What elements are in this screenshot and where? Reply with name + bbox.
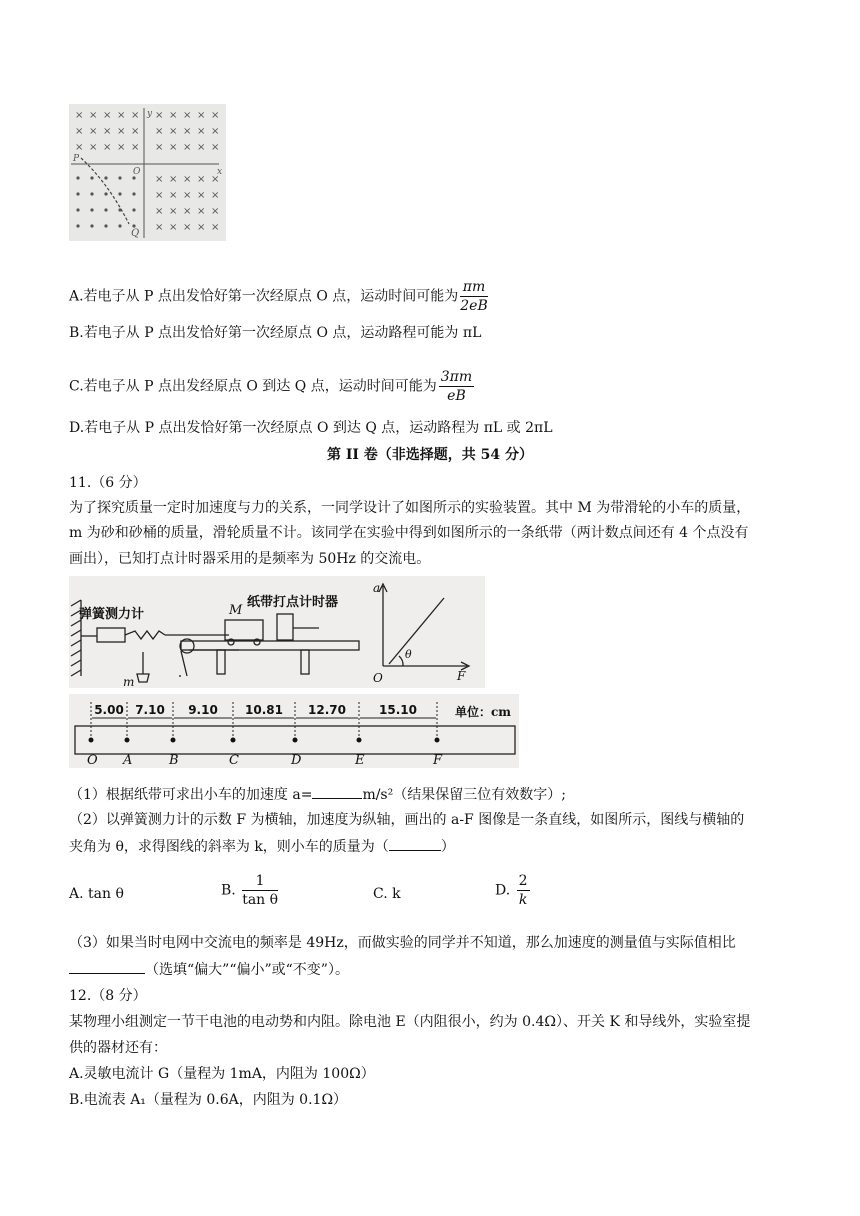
tape-unit-label: 单位：cm (455, 705, 512, 719)
field-x-mark: × (169, 126, 178, 137)
choice-b: B. $\frac{1}{\text{tan θ}}$ (221, 873, 279, 908)
tape-point-label: C (229, 753, 239, 768)
graph-y-label: a (373, 581, 381, 595)
field-x-mark: × (211, 206, 220, 217)
timer-label: 纸带打点计时器 (247, 595, 339, 610)
q11-part-2-line-1: （2）以弹簧测力计的示数 F 为横轴，加速度为纵轴，画出的 a-F 图像是一条直线，如图所示，图线与横轴的 (69, 812, 745, 828)
field-x-mark: × (169, 190, 178, 201)
field-diagram (69, 104, 226, 241)
field-dot (90, 176, 93, 179)
option-c (69, 368, 476, 405)
field-x-mark: × (155, 222, 164, 233)
choice-c: C. k (373, 886, 401, 902)
tape-point (293, 738, 298, 743)
q11-part-2-line-2: 夹角为 θ，求得图线的斜率为 k，则小车的质量为（ ） (69, 836, 455, 857)
cart-label: M (229, 603, 243, 618)
tape-point (171, 738, 176, 743)
field-x-mark: × (197, 222, 206, 233)
field-x-mark: × (169, 110, 178, 121)
option-a-text: A.若电子从 P 点出发恰好第一次经原点 O 点，运动时间可能为 (69, 288, 459, 305)
answer-blank-3[interactable] (69, 959, 145, 974)
field-x-mark: × (183, 222, 192, 233)
field-x-mark: × (183, 206, 192, 217)
field-dot (90, 192, 93, 195)
option-a-fraction: $\frac{\pi m}{2eB}$ (460, 279, 488, 314)
field-x-mark: × (155, 110, 164, 121)
choice-d: D. $\frac{2}{k}$ (495, 873, 528, 908)
field-dot (118, 192, 121, 195)
tape-point (435, 738, 440, 743)
q12-item-b: B.电流表 A₁（量程为 0.6A，内阻为 0.1Ω） (69, 1092, 348, 1108)
field-x-mark: × (103, 126, 112, 137)
tape-point-label: O (87, 753, 98, 768)
field-x-mark: × (183, 126, 192, 137)
field-x-mark: × (117, 126, 126, 137)
q11-intro-3: 画出），已知打点计时器采用的是频率为 50Hz 的交流电。 (69, 551, 431, 567)
field-x-mark: × (169, 142, 178, 153)
field-dot (76, 176, 79, 179)
tape-segment-label: 5.00 (94, 703, 124, 717)
field-x-mark: × (75, 110, 84, 121)
field-dot (104, 208, 107, 211)
field-x-mark: × (197, 190, 206, 201)
point-p-label: P (73, 154, 80, 164)
field-x-mark: × (169, 206, 178, 217)
field-x-mark: × (103, 142, 112, 153)
field-x-mark: × (211, 126, 220, 137)
tape-point (357, 738, 362, 743)
answer-blank-1[interactable] (312, 784, 362, 799)
q11-intro-1: 为了探究质量一定时加速度与力的关系，一同学设计了如图所示的实验装置。其中 M 为带滑轮的小车的质量， (69, 500, 751, 516)
field-x-mark: × (183, 110, 192, 121)
field-x-mark: × (155, 142, 164, 153)
option-d: D.若电子从 P 点出发恰好第一次经原点 O 到达 Q 点，运动路程为 πL 或 2πL (69, 420, 553, 436)
field-dot (132, 208, 135, 211)
field-x-mark: × (211, 110, 220, 121)
axis-x-label: x (217, 167, 223, 177)
q12-intro-1: 某物理小组测定一节干电池的电动势和内阻。除电池 E（内阻很小，约为 0.4Ω）、开关 K 和导线外，实验室提 (69, 1014, 751, 1030)
tape-point (231, 738, 236, 743)
q11-part-1: （1）根据纸带可求出小车的加速度 a= m/s²（结果保留三位有效数字）; (69, 784, 566, 805)
field-dot (132, 192, 135, 195)
field-x-mark: × (155, 126, 164, 137)
tape-point (125, 738, 130, 743)
point-q-label: Q (131, 228, 140, 239)
field-x-mark: × (89, 126, 98, 137)
field-x-mark: × (183, 174, 192, 185)
tape-segment-label: 9.10 (188, 703, 218, 717)
answer-blank-2[interactable] (389, 836, 441, 851)
origin-label: O (133, 167, 141, 177)
field-dot (104, 176, 107, 179)
field-x-mark: × (131, 110, 140, 121)
q11-part-3-line-2: （选填“偏大”“偏小”或“不变”）。 (69, 959, 349, 980)
apparatus-diagram (69, 576, 485, 688)
field-dot (90, 224, 93, 227)
q12-intro-2: 供的器材还有： (69, 1040, 167, 1056)
field-x-mark: × (89, 110, 98, 121)
graph-angle-label: θ (405, 648, 412, 661)
tape-segment-label: 15.10 (379, 703, 417, 717)
tape-point-label: F (433, 753, 443, 768)
graph-x-label: F (457, 669, 466, 683)
field-x-mark: × (197, 206, 206, 217)
field-x-mark: × (75, 142, 84, 153)
bucket-label: m (123, 675, 135, 688)
field-x-mark: × (75, 126, 84, 137)
field-x-mark: × (131, 142, 140, 153)
q11-intro-2: m 为砂和砂桶的质量，滑轮质量不计。该同学在实验中得到如图所示的一条纸带（两计数点间还有 4 个点没有 (69, 525, 749, 541)
field-x-mark: × (169, 174, 178, 185)
axis-y-label: y (147, 109, 153, 119)
spring-scale-label: 弹簧测力计 (79, 607, 145, 622)
tape-point-label: D (291, 753, 302, 768)
apparatus-figure (69, 576, 485, 688)
field-x-mark: × (183, 190, 192, 201)
option-c-text: C.若电子从 P 点出发经原点 O 到达 Q 点，运动时间可能为 (69, 378, 437, 395)
option-a (69, 278, 490, 315)
tape-segment-label: 10.81 (245, 703, 283, 717)
field-x-mark: × (197, 126, 206, 137)
tape-point (89, 738, 94, 743)
q11-header: 11.（6 分） (69, 475, 147, 491)
field-dot (104, 224, 107, 227)
option-c-fraction: $\frac{3\pi m}{eB}$ (440, 369, 473, 404)
field-x-mark: × (103, 110, 112, 121)
field-x-mark: × (211, 222, 220, 233)
tape-diagram (69, 694, 519, 768)
field-dot (76, 224, 79, 227)
q12-item-a: A.灵敏电流计 G（量程为 1mA，内阻为 100Ω） (69, 1066, 375, 1082)
tape-point-label: A (123, 753, 133, 768)
field-x-mark: × (183, 142, 192, 153)
field-x-mark: × (155, 190, 164, 201)
field-x-mark: × (197, 142, 206, 153)
tape-point-label: B (169, 753, 179, 768)
tape-segment-label: 12.70 (308, 703, 346, 717)
option-b: B.若电子从 P 点出发恰好第一次经原点 O 点，运动路程可能为 πL (69, 325, 482, 341)
tape-segment-label: 7.10 (135, 703, 165, 717)
tape-figure (69, 694, 519, 768)
field-dot (76, 192, 79, 195)
field-dot (76, 208, 79, 211)
q12-header: 12.（8 分） (69, 988, 147, 1004)
field-x-mark: × (211, 142, 220, 153)
field-dot (118, 224, 121, 227)
field-dot (104, 192, 107, 195)
graph-origin-label: O (373, 671, 383, 685)
magnetic-field-figure (69, 104, 226, 241)
choice-a: A. tan θ (69, 886, 124, 902)
field-x-mark: × (197, 174, 206, 185)
field-dot (118, 176, 121, 179)
field-x-mark: × (211, 174, 220, 185)
field-dot (90, 208, 93, 211)
field-x-mark: × (197, 110, 206, 121)
tape-point-label: E (355, 753, 365, 768)
field-x-mark: × (89, 142, 98, 153)
field-x-mark: × (169, 222, 178, 233)
field-x-mark: × (155, 206, 164, 217)
section-title: 第 II 卷（非选择题，共 54 分） (326, 447, 534, 463)
field-x-mark: × (117, 142, 126, 153)
field-x-mark: × (117, 110, 126, 121)
field-x-mark: × (211, 190, 220, 201)
field-x-mark: × (155, 174, 164, 185)
q11-part-3-line-1: （3）如果当时电网中交流电的频率是 49Hz，而做实验的同学并不知道，那么加速度的测量值与实际值相比 (69, 935, 736, 951)
field-x-mark: × (131, 126, 140, 137)
